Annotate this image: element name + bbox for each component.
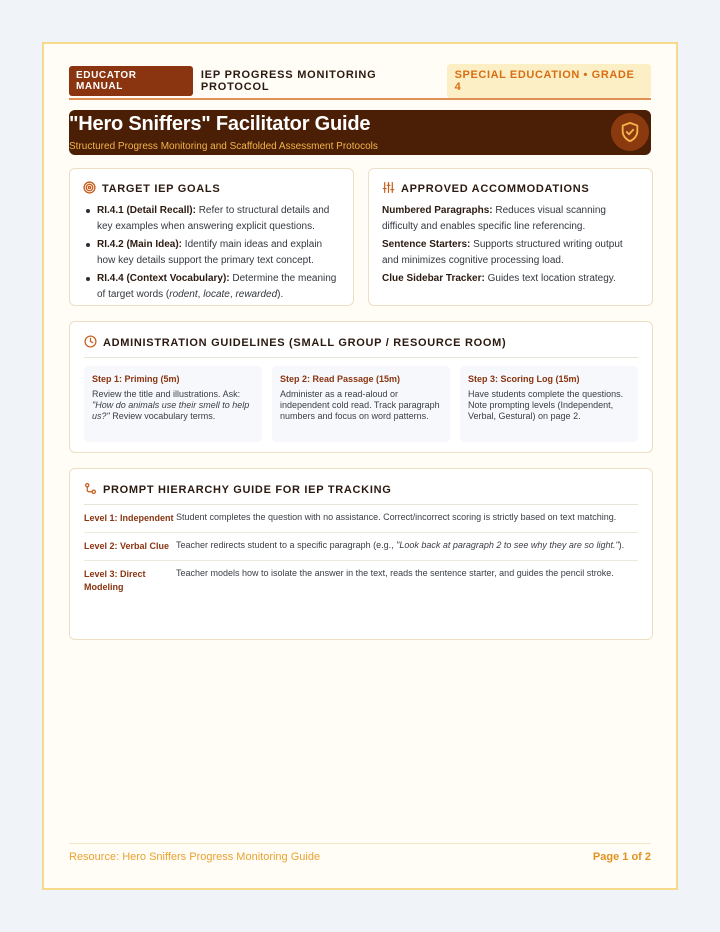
step-title: Step 2: Read Passage (15m) — [280, 374, 401, 384]
accommodation-text: Reduces visual scanning difficulty and enables specific line referencing. — [382, 205, 606, 232]
footer-resource: Resource: Hero Sniffers Progress Monitoring Guide — [69, 851, 321, 863]
accommodation-text: Supports structured writing output and minimizes cognitive processing load. — [382, 239, 623, 266]
goal-item — [83, 237, 340, 268]
goal-text: Determine the meaning of target words ( — [97, 273, 337, 300]
prompt-hierarchy-card — [69, 468, 653, 640]
goal-text: Identify main ideas and explain how key details support the primary text concept. — [97, 239, 323, 266]
step-description — [280, 389, 442, 422]
document-footer — [69, 851, 651, 863]
goal-text: Refer to structural details and key examples when answering explicit questions. — [97, 205, 330, 232]
level-label: Level 1: Independent — [84, 513, 174, 523]
level-text: Teacher models how to isolate the answer in the text, reads the sentence starter, and guides the pencil stroke. — [176, 568, 614, 578]
prompt-heading — [84, 482, 638, 505]
accommodations-heading — [382, 181, 639, 197]
step-description — [92, 389, 254, 422]
accommodation-item — [382, 203, 639, 234]
page-subtitle: Structured Progress Monitoring and Scaffolded Assessment Protocols — [69, 141, 378, 152]
administration-heading-text: ADMINISTRATION GUIDELINES (SMALL GROUP / RESOURCE ROOM) — [103, 337, 507, 349]
step-text: Administer as a read-aloud or independent cold read. Track paragraph numbers and focus on word patterns. — [280, 389, 440, 421]
title-banner — [69, 110, 651, 155]
document-page — [42, 42, 678, 890]
level-quote: "Look back at paragraph 2 to see why they are so light." — [396, 540, 619, 550]
clock-icon — [84, 335, 97, 351]
level-description — [176, 512, 638, 525]
level-description — [176, 568, 638, 594]
accommodations-list — [382, 203, 639, 287]
accommodation-item — [382, 237, 639, 268]
step-card — [272, 366, 450, 442]
goal-item — [83, 203, 340, 234]
document-header — [69, 70, 651, 92]
step-card — [460, 366, 638, 442]
step-title: Step 3: Scoring Log (15m) — [468, 374, 580, 384]
page-content — [69, 69, 651, 592]
goal-code: RI.4.4 (Context Vocabulary): — [97, 273, 230, 284]
target-icon — [83, 181, 96, 197]
prompt-heading-text: PROMPT HIERARCHY GUIDE FOR IEP TRACKING — [103, 484, 392, 496]
accommodation-item — [382, 271, 639, 287]
accommodations-heading-text: APPROVED ACCOMMODATIONS — [401, 183, 590, 195]
level-label: Level 3: Direct Modeling — [84, 569, 146, 592]
step-text: Review the title and illustrations. Ask: — [92, 389, 241, 399]
goal-code: RI.4.1 (Detail Recall): — [97, 205, 196, 216]
administration-card — [69, 321, 653, 453]
accommodations-card — [368, 168, 653, 306]
goals-heading — [83, 181, 340, 197]
level-description — [176, 540, 638, 553]
step-title: Step 1: Priming (5m) — [92, 374, 180, 384]
page-title: "Hero Sniffers" Facilitator Guide — [69, 113, 371, 135]
target-goals-card — [69, 168, 354, 306]
goal-item: RI.4.4 (Context Vocabulary): Determine the meaning of target words (rodent, locate, rewarded). — [83, 271, 340, 302]
vocab-word: locate — [203, 288, 230, 300]
step-description — [468, 389, 630, 422]
protocol-title: IEP PROGRESS MONITORING PROTOCOL — [200, 69, 377, 93]
accommodation-name: Clue Sidebar Tracker: — [382, 273, 485, 284]
steps-row — [84, 366, 638, 442]
prompt-level-row — [84, 561, 638, 601]
page-number: Page 1 of 2 — [592, 851, 651, 863]
level-text: Student completes the question with no assistance. Correct/incorrect scoring is strictly based on text matching. — [176, 512, 617, 522]
goal-code: RI.4.2 (Main Idea): — [97, 239, 183, 250]
sliders-icon — [382, 181, 395, 197]
step-card — [84, 366, 262, 442]
footer-divider — [69, 843, 651, 844]
goals-heading-text: TARGET IEP GOALS — [102, 183, 221, 195]
grade-badge: SPECIAL EDUCATION • GRADE 4 — [447, 64, 651, 98]
shield-check-icon — [611, 113, 649, 151]
step-text: Have students complete the questions. Note prompting levels (Independent, Verbal, Gestural) on page 2. — [468, 389, 624, 421]
accommodation-text: Guides text location strategy. — [484, 273, 616, 284]
level-label: Level 2: Verbal Clue — [84, 541, 170, 551]
header-divider — [69, 98, 651, 100]
administration-heading — [84, 335, 638, 358]
accommodation-name: Numbered Paragraphs: — [382, 205, 493, 216]
prompt-level-row — [84, 505, 638, 533]
level-text-end: ). — [618, 540, 625, 550]
educator-manual-badge: EDUCATOR MANUAL — [69, 66, 193, 96]
level-text: Teacher redirects student to a specific paragraph (e.g., — [176, 540, 397, 550]
route-icon — [84, 482, 97, 498]
vocab-word: rewarded — [235, 288, 278, 300]
goals-list — [83, 203, 340, 302]
step-quote: "How do animals use their smell to help us?" — [92, 400, 250, 421]
accommodation-name: Sentence Starters: — [382, 239, 471, 250]
step-text-end: Review vocabulary terms. — [109, 411, 216, 421]
prompt-level-row — [84, 533, 638, 561]
goal-text-end: ). — [277, 288, 284, 300]
vocab-word: rodent — [169, 288, 198, 300]
